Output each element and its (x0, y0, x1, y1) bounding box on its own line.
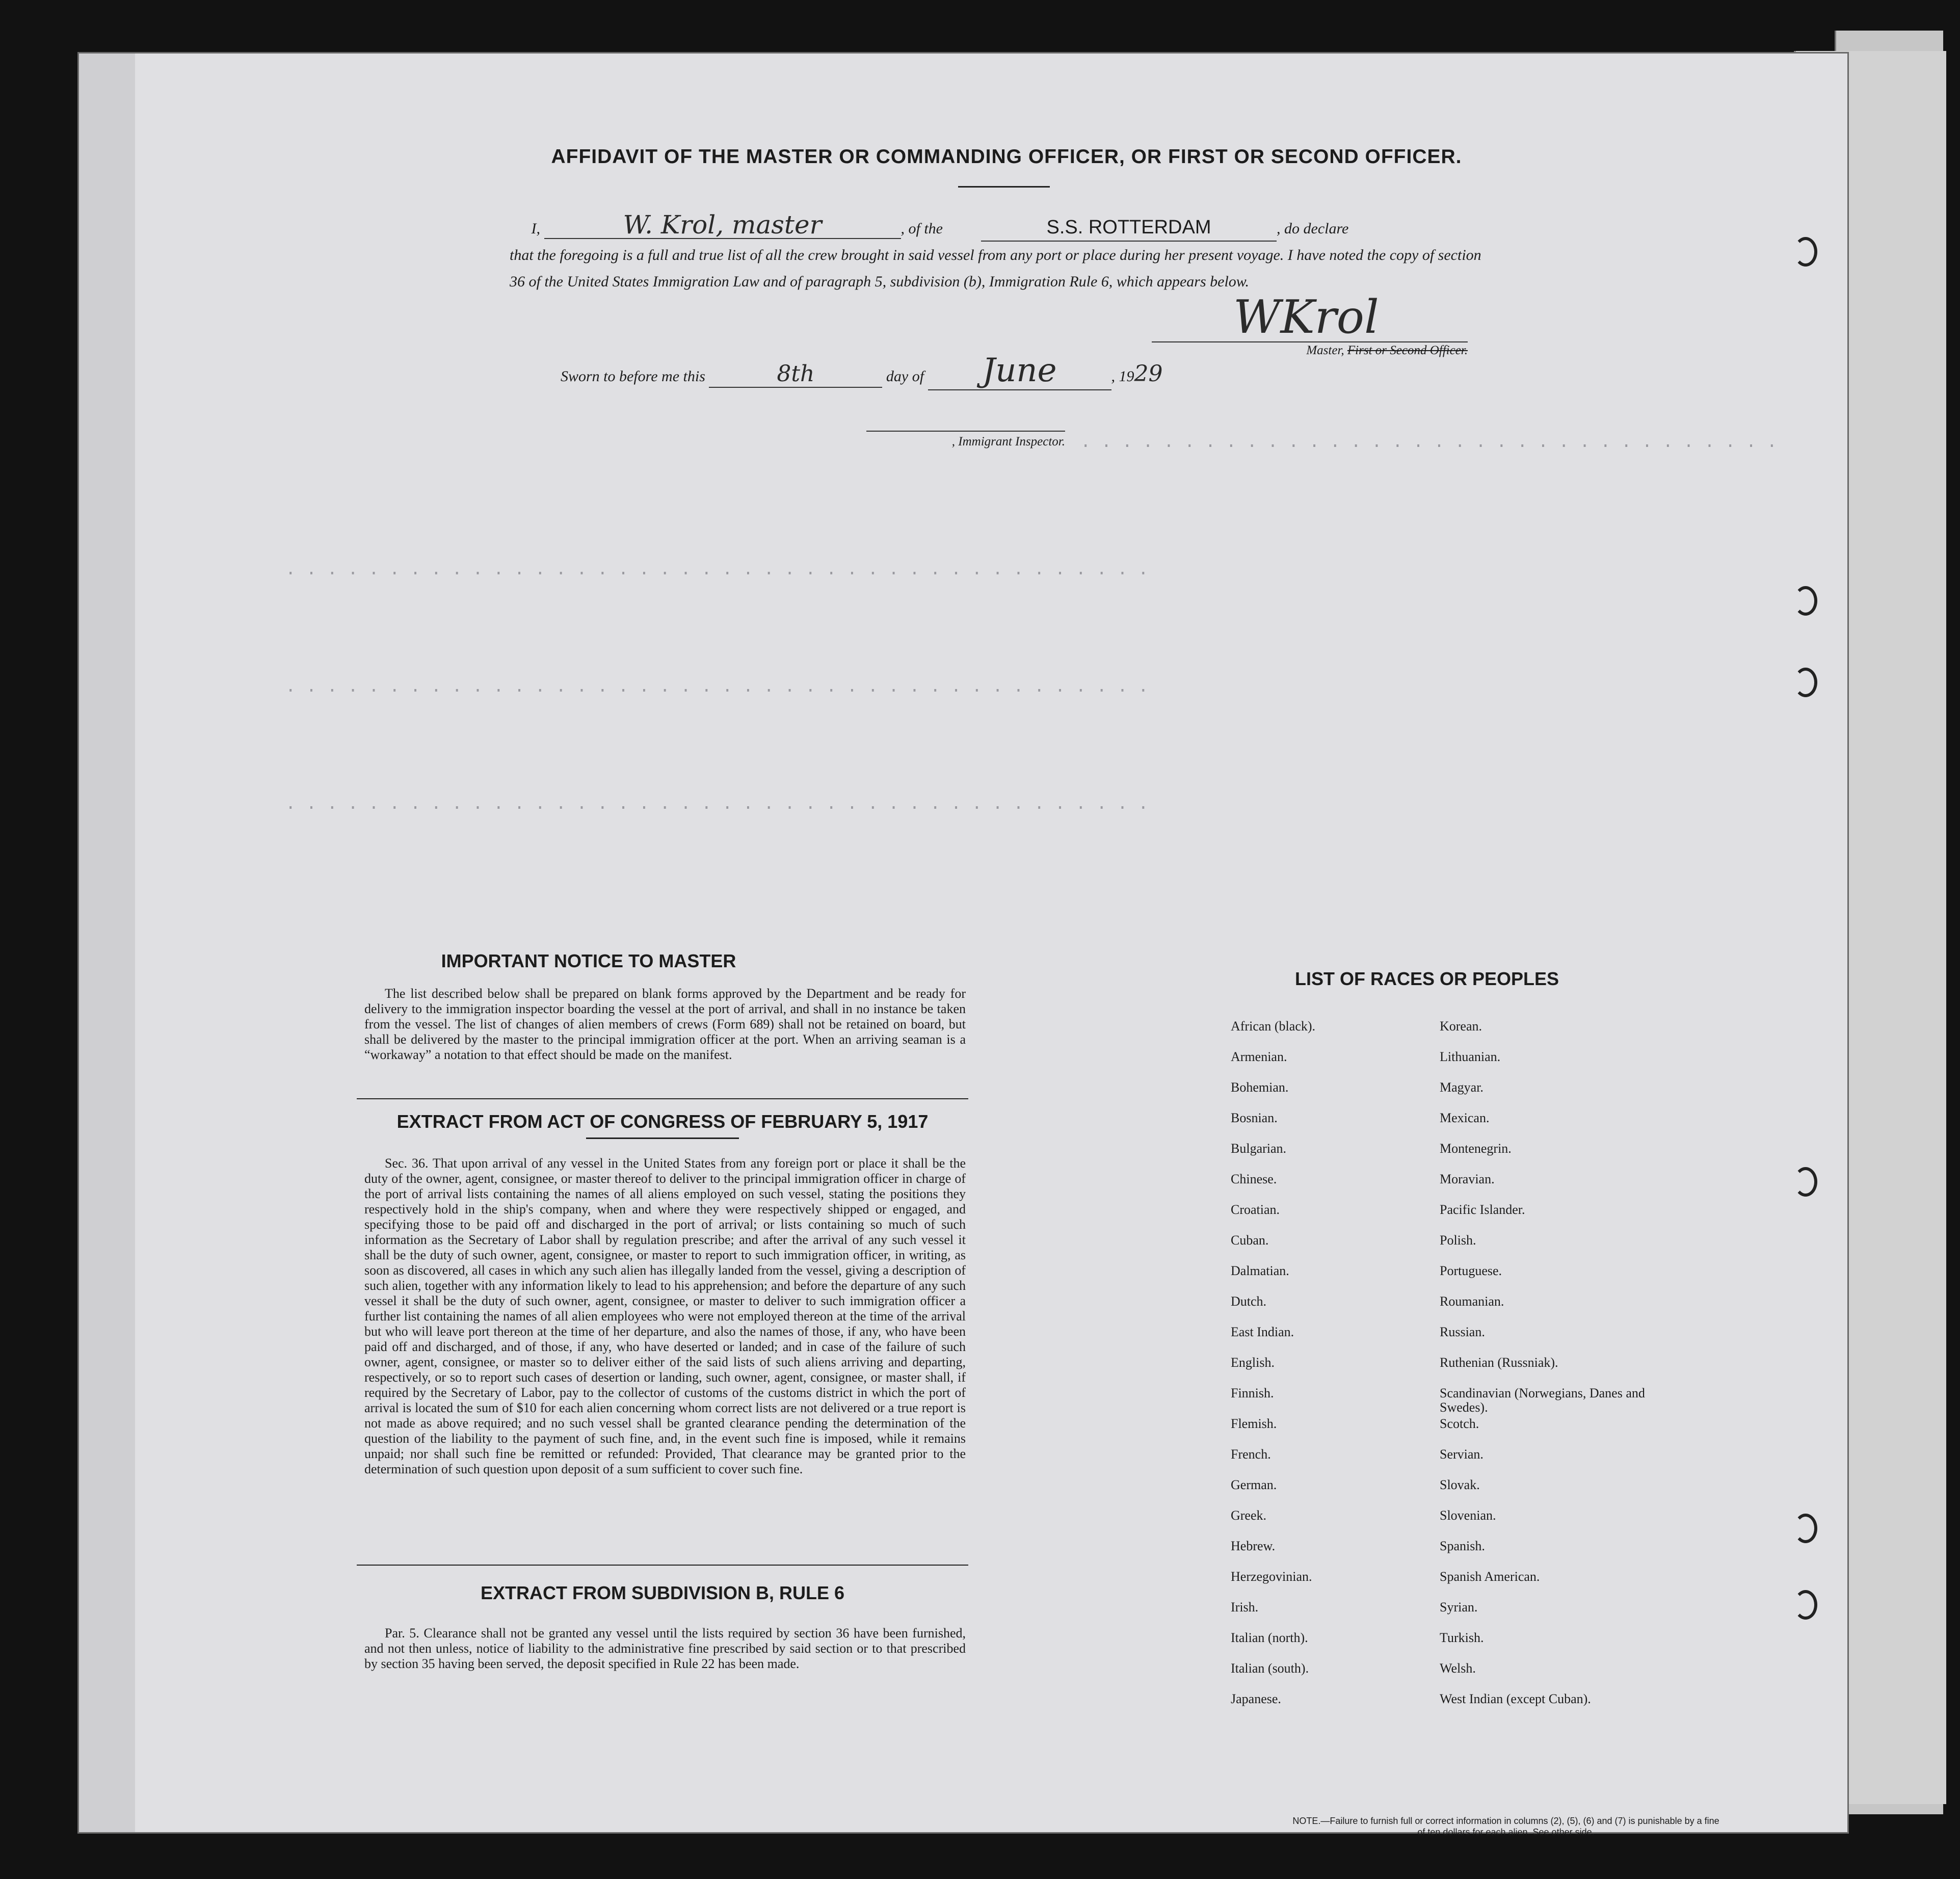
officer-title-struck: First or Second Officer. (1347, 343, 1468, 357)
master-signature: WKrol (1233, 290, 1379, 344)
sworn-prefix: Sworn to before me this (561, 368, 705, 385)
punch-hole-icon (1794, 237, 1817, 267)
page-margin-shadow (79, 54, 135, 1832)
footer-note: NOTE.—Failure to furnish full or correct information in columns (2), (5), (6) and (7) is punishable by a fine of ten dollars for each alien. See other side. (1292, 1816, 1719, 1837)
race-item: Croatian. (1231, 1202, 1280, 1217)
bleed-through-text: . . . . . . . . . . . . . . . . . . . . . . . . . . . . . . . . . . . . . . . . . . (285, 795, 1149, 814)
sworn-year-prefix: , 19 (1111, 368, 1134, 385)
section-title-underline (586, 1137, 739, 1139)
rule-extract-text: Par. 5. Clearance shall not be granted any vessel until the lists required by section 36 have been furnished, and not then unless, notice of liability to the administrative fine prescribed by said section or to that prescribed by section 35 having been served, the deposit specified in Rule 22 has been made. (364, 1626, 966, 1671)
race-item: Bohemian. (1231, 1080, 1289, 1095)
race-item: Spanish. (1440, 1539, 1485, 1553)
affidavit-mid-text: , of the (900, 220, 943, 237)
sworn-day-of: day of (886, 368, 924, 385)
race-item: Korean. (1440, 1019, 1482, 1034)
race-item: Italian (south). (1231, 1661, 1309, 1676)
race-item: Spanish American. (1440, 1569, 1540, 1584)
affidavit-declaration (510, 211, 1493, 295)
bleed-through-text: . . . . . . . . . . . . . . . . . . . . . . . . . . . . . . . . . . . . . . . . . . (285, 678, 1149, 697)
bleed-through-text: . . . . . . . . . . . . . . . . . . . . . . . . . . . . . . . . . . . . . . . . . . (285, 561, 1149, 580)
race-item: Portuguese. (1440, 1263, 1502, 1278)
immigrant-inspector-line: , Immigrant Inspector. (866, 431, 1065, 449)
race-item: English. (1231, 1355, 1275, 1370)
race-item: West Indian (except Cuban). (1440, 1691, 1591, 1706)
race-item: Dalmatian. (1231, 1263, 1289, 1278)
race-item: Pacific Islander. (1440, 1202, 1525, 1217)
race-item: Italian (north). (1231, 1630, 1308, 1645)
section-divider (357, 1098, 968, 1099)
race-item: Servian. (1440, 1447, 1484, 1462)
affidavit-title: AFFIDAVIT OF THE MASTER OR COMMANDING OFFICER, OR FIRST OR SECOND OFFICER. (551, 146, 1462, 168)
punch-hole-icon (1794, 668, 1817, 697)
race-item: Magyar. (1440, 1080, 1484, 1095)
race-item: Polish. (1440, 1233, 1476, 1248)
notice-title: IMPORTANT NOTICE TO MASTER (441, 950, 736, 971)
rule-extract-title: EXTRACT FROM SUBDIVISION B, RULE 6 (480, 1582, 845, 1603)
punch-hole-icon (1794, 1167, 1817, 1197)
race-item: Bulgarian. (1231, 1141, 1287, 1156)
races-title: LIST OF RACES OR PEOPLES (1294, 968, 1559, 989)
race-item: Flemish. (1231, 1416, 1277, 1431)
race-item: Syrian. (1440, 1600, 1478, 1615)
race-item: Finnish. (1231, 1386, 1274, 1400)
punch-hole-icon (1794, 1590, 1817, 1620)
master-name-field: W. Krol, master (544, 211, 901, 239)
officer-title-line (1152, 341, 1468, 358)
race-item: Lithuanian. (1440, 1049, 1501, 1064)
race-item: Moravian. (1440, 1172, 1495, 1186)
officer-title-master: Master, (1306, 343, 1344, 357)
sworn-day-field: 8th (709, 361, 882, 388)
race-item: French. (1231, 1447, 1271, 1462)
race-item: Japanese. (1231, 1691, 1281, 1706)
affidavit-suffix: , do declare (1277, 220, 1349, 237)
sworn-line (561, 352, 1163, 390)
race-item: Montenegrin. (1440, 1141, 1512, 1156)
title-divider (958, 186, 1050, 188)
race-item: Chinese. (1231, 1172, 1277, 1186)
race-item: Slovenian. (1440, 1508, 1496, 1523)
affidavit-prefix: I, (531, 220, 540, 237)
race-item: East Indian. (1231, 1325, 1294, 1339)
race-item: Turkish. (1440, 1630, 1484, 1645)
race-item: Cuban. (1231, 1233, 1269, 1248)
sworn-year-field: 29 (1134, 361, 1163, 387)
race-item: Greek. (1231, 1508, 1267, 1523)
section-divider (357, 1565, 968, 1566)
race-item: Mexican. (1440, 1110, 1490, 1125)
race-item: African (black). (1231, 1019, 1316, 1034)
affidavit-line-1 (510, 211, 1493, 242)
race-item: Irish. (1231, 1600, 1259, 1615)
race-item: Roumanian. (1440, 1294, 1504, 1309)
affidavit-body: that the foregoing is a full and true list of all the crew brought in said vessel from any port or place during her present voyage. I have noted the copy of section 36 of the United States Immigration Law and of paragraph 5, subdivision (b), Immigration Rule 6, which appears below. (510, 247, 1481, 290)
race-item: Herzegovinian. (1231, 1569, 1312, 1584)
race-item: Bosnian. (1231, 1110, 1278, 1125)
punch-hole-icon (1794, 586, 1817, 616)
race-item: Slovak. (1440, 1477, 1480, 1492)
race-item: Armenian. (1231, 1049, 1287, 1064)
races-list (1231, 1019, 1689, 1723)
race-item: Dutch. (1231, 1294, 1267, 1309)
bleed-through-text: . . . . . . . . . . . . . . . . . . . . . . . . . . . . . . . . . . (1080, 433, 1778, 453)
race-item: Scandinavian (Norwegians, Danes and Swedes). (1440, 1386, 1645, 1415)
notice-text: The list described below shall be prepared on blank forms approved by the Department and be ready for delivery to the immigration inspector boarding the vessel at the port of arrival, and shall in no instance be taken from the vessel. The list of changes of alien members of crews (Form 689) shall not be retained on board, but shall be delivered by the master to the principal immigration officer at the port. When an arriving seaman is a “workaway” a notation to that effect should be made on the manifest. (364, 986, 966, 1062)
race-item: Welsh. (1440, 1661, 1476, 1676)
act-extract-text: Sec. 36. That upon arrival of any vessel in the United States from any foreign port or place it shall be the duty of the owner, agent, consignee, or master thereof to deliver to the principal immigration officer in charge of the port of arrival lists containing the names of all aliens employed on such vessel, stating the positions they respectively hold in the ship's company, when and where they were respectively shipped or engaged, and specifying those to be paid off and discharged in the port of arrival; or lists containing so much of such information as the Secretary of Labor shall by regulation prescribe; and after the arrival of any such vessel it shall be the duty of such owner, agent, consignee, or master to report to such immigration officer, in writing, as soon as discovered, all cases in which any such alien has illegally landed from the vessel, giving a description of such alien, together with any information likely to lead to his apprehension; and before the departure of any such vessel it shall be the duty of such owner, agent, consignee, or master to deliver to such immigration officer a further list containing the names of all alien employees who were not employed thereon at the time of the arrival but who will leave port thereon at the time of her departure, and also the names of those, if any, who have been paid off and discharged, and of those, if any, who have deserted or landed; and in case of the failure of such owner, agent, consignee, or master so to deliver either of the said lists of such aliens arriving and departing, respectively, or so to report such cases of desertion or landing, such owner, agent, consignee, or master shall, if required by the Secretary of Labor, pay to the collector of customs of the customs district in which the port of arrival is located the sum of $10 for each alien concerning whom correct lists are not delivered or a true report is not made as above required; and no such vessel shall be granted clearance pending the determination of the question of the liability to the payment of such fine, and, in the event such fine is imposed, while it remains unpaid; nor shall such fine be remitted or refunded: Provided, That clearance may be granted prior to the determination of such question upon deposit of a sum sufficient to cover such fine. (364, 1156, 966, 1476)
race-item: Scotch. (1440, 1416, 1479, 1431)
punch-hole-icon (1794, 1514, 1817, 1543)
sworn-month-field: June (928, 352, 1111, 390)
act-extract-title: EXTRACT FROM ACT OF CONGRESS OF FEBRUARY 5, 1917 (396, 1111, 929, 1132)
ship-name-field: S.S. ROTTERDAM (981, 214, 1277, 242)
race-item: Ruthenian (Russniak). (1440, 1355, 1558, 1370)
race-item: Hebrew. (1231, 1539, 1276, 1553)
race-item: Russian. (1440, 1325, 1485, 1339)
race-item: German. (1231, 1477, 1277, 1492)
